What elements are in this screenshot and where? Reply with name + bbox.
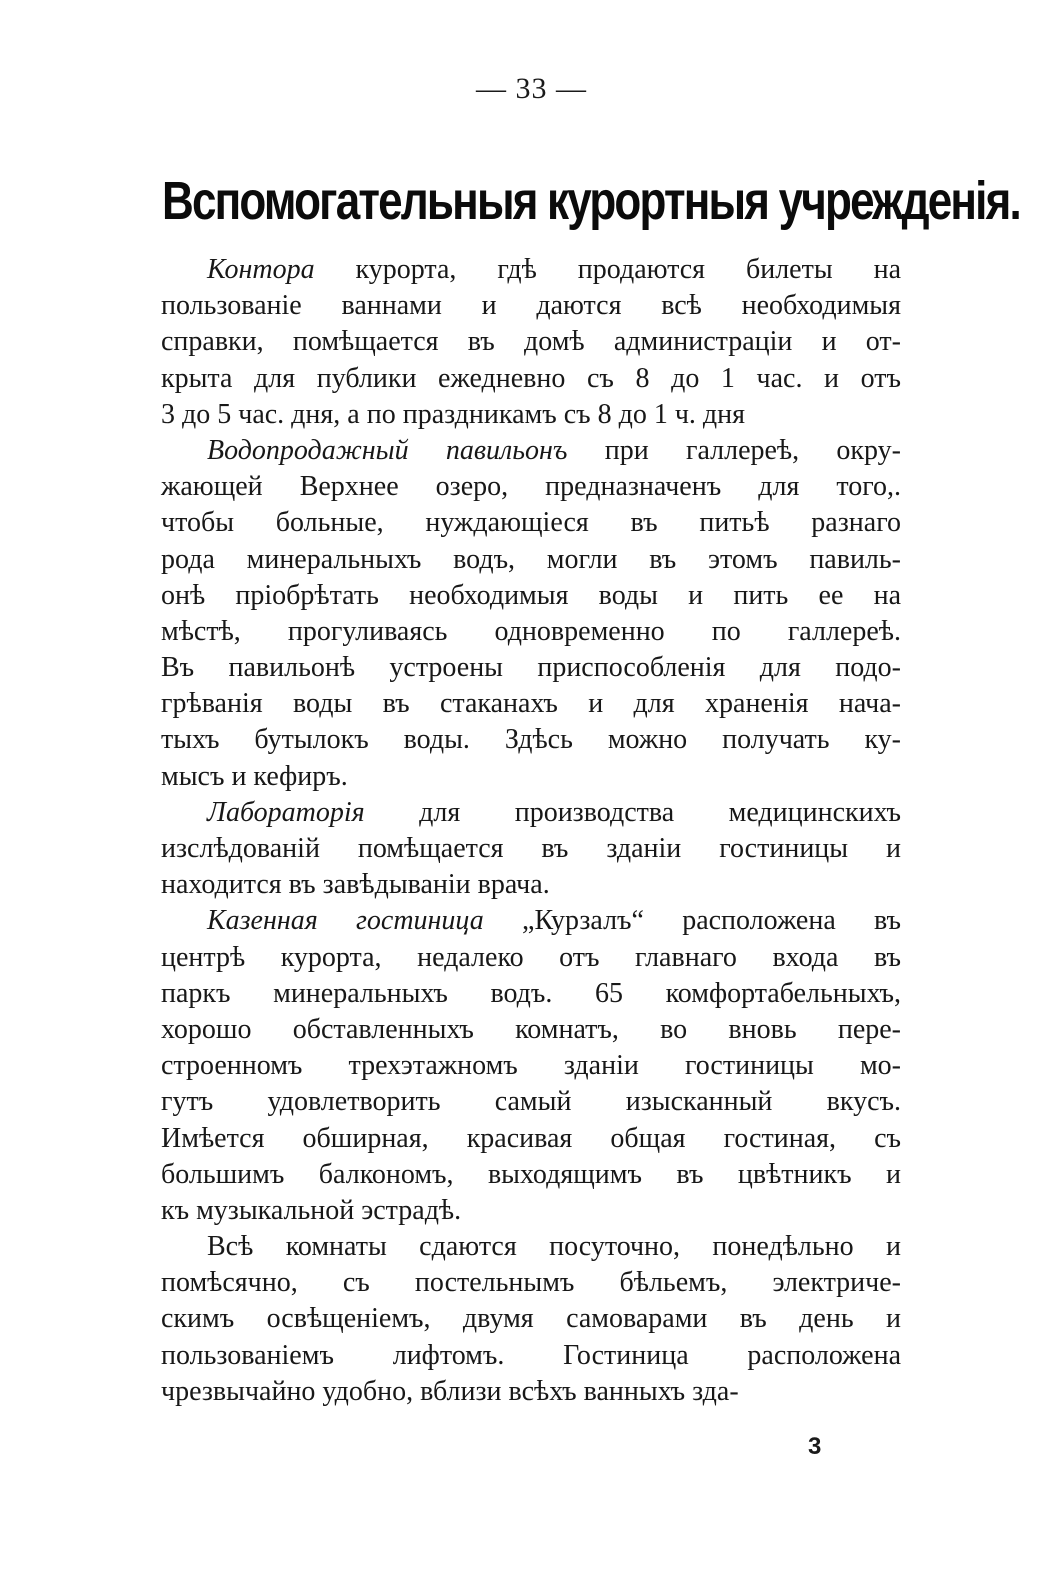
line-text: хорошо обставленныхъ комнатъ, во вновь пере- bbox=[161, 1013, 901, 1045]
paragraph bbox=[161, 252, 901, 433]
line-text: чрезвычайно удобно, вблизи всѣхъ ванныхъ зда- bbox=[161, 1375, 739, 1407]
line-text: гутъ удовлетворить самый изысканный вкусъ. bbox=[161, 1086, 901, 1118]
line-text: Въ павильонѣ устроены приспособленія для подо- bbox=[161, 652, 901, 684]
text-line bbox=[161, 976, 901, 1012]
line-text: жающей Верхнее озеро, предназначенъ для того,. bbox=[161, 471, 901, 503]
text-line bbox=[161, 288, 901, 324]
text-line bbox=[161, 433, 901, 469]
text-line bbox=[161, 759, 901, 795]
text-line bbox=[161, 1193, 901, 1229]
text-line bbox=[161, 1121, 901, 1157]
paragraph bbox=[161, 903, 901, 1229]
text-line bbox=[161, 1301, 901, 1337]
line-text: мѣстѣ, прогуливаясь одновременно по галлереѣ. bbox=[161, 615, 901, 647]
text-line bbox=[161, 614, 901, 650]
page-number: — 33 — bbox=[476, 72, 587, 105]
text-line bbox=[161, 1338, 901, 1374]
text-line bbox=[161, 867, 901, 903]
text-line bbox=[161, 361, 901, 397]
line-text: къ музыкальной эстрадѣ. bbox=[161, 1194, 462, 1226]
line-text: грѣванія воды въ стаканахъ и для храненія нача- bbox=[161, 688, 901, 720]
line-text: пользованіемъ лифтомъ. Гостиница расположена bbox=[161, 1339, 901, 1371]
line-text: онѣ пріобрѣтать необходимыя воды и пить ее на bbox=[161, 579, 901, 611]
line-text: мысъ и кефиръ. bbox=[161, 760, 348, 792]
line-text: тыхъ бутылокъ воды. Здѣсь можно получать ку- bbox=[161, 724, 901, 756]
line-text: крыта для публики ежедневно съ 8 до 1 час. и отъ bbox=[161, 362, 901, 394]
line-text: чтобы больные, нуждающіеся въ питьѣ разнаго bbox=[161, 507, 901, 539]
italic-term: Контора bbox=[207, 254, 315, 285]
text-line bbox=[161, 1229, 901, 1265]
text-line bbox=[161, 324, 901, 360]
text-line bbox=[161, 795, 901, 831]
text-line bbox=[161, 542, 901, 578]
line-text: при галлереѣ, окру- bbox=[567, 434, 901, 466]
line-text: строенномъ трехэтажномъ зданіи гостиницы мо- bbox=[161, 1050, 901, 1082]
line-text: Всѣ комнаты сдаются посуточно, понедѣльно и bbox=[207, 1231, 901, 1263]
line-text: центрѣ курорта, недалеко отъ главнаго входа въ bbox=[161, 941, 901, 973]
body-text bbox=[161, 252, 901, 1410]
line-text: находится въ завѣдываніи врача. bbox=[161, 869, 550, 901]
paragraph bbox=[161, 433, 901, 795]
line-text: 3 до 5 час. дня, а по праздникамъ съ 8 до 1 ч. дня bbox=[161, 398, 746, 430]
line-text: справки, помѣщается въ домѣ администраціи и от- bbox=[161, 326, 901, 358]
section-heading: Вспомогательныя курортныя учрежденія. bbox=[162, 171, 1020, 232]
signature-mark: 3 bbox=[808, 1433, 822, 1460]
text-line bbox=[161, 469, 901, 505]
text-line bbox=[161, 1157, 901, 1193]
text-line bbox=[161, 505, 901, 541]
text-line bbox=[161, 650, 901, 686]
line-text: курорта, гдѣ продаются билеты на bbox=[314, 254, 901, 285]
text-line bbox=[161, 397, 901, 433]
text-line bbox=[161, 831, 901, 867]
text-line bbox=[161, 252, 901, 288]
italic-term: Казенная гостиница bbox=[207, 905, 484, 937]
line-text: паркъ минеральныхъ водъ. 65 комфортабельныхъ, bbox=[161, 977, 901, 1009]
line-text: скимъ освѣщеніемъ, двумя самоварами въ день и bbox=[161, 1303, 901, 1335]
text-line bbox=[161, 1012, 901, 1048]
paragraph bbox=[161, 795, 901, 904]
line-text: большимъ балкономъ, выходящимъ въ цвѣтникъ и bbox=[161, 1158, 901, 1190]
line-text: „Курзалъ“ расположена въ bbox=[483, 905, 901, 937]
text-line bbox=[161, 722, 901, 758]
text-line bbox=[161, 578, 901, 614]
line-text: изслѣдованій помѣщается въ зданіи гостиницы и bbox=[161, 833, 901, 864]
line-text: пользованіе ваннами и даются всѣ необходимыя bbox=[161, 290, 901, 322]
italic-term: Лабораторія bbox=[207, 796, 365, 828]
text-line bbox=[161, 1048, 901, 1084]
text-line bbox=[161, 1265, 901, 1301]
text-line bbox=[161, 940, 901, 976]
line-text: помѣсячно, съ постельнымъ бѣльемъ, электриче- bbox=[161, 1267, 901, 1299]
paragraph bbox=[161, 1229, 901, 1410]
line-text: рода минеральныхъ водъ, могли въ этомъ павиль- bbox=[161, 543, 901, 575]
line-text: Имѣется обширная, красивая общая гостиная, съ bbox=[161, 1122, 901, 1154]
line-text: для производства медицинскихъ bbox=[364, 796, 901, 828]
text-line bbox=[161, 686, 901, 722]
text-line bbox=[161, 1084, 901, 1120]
italic-term: Водопродажный павильонъ bbox=[207, 434, 568, 466]
text-line bbox=[161, 903, 901, 939]
text-line bbox=[161, 1374, 901, 1410]
